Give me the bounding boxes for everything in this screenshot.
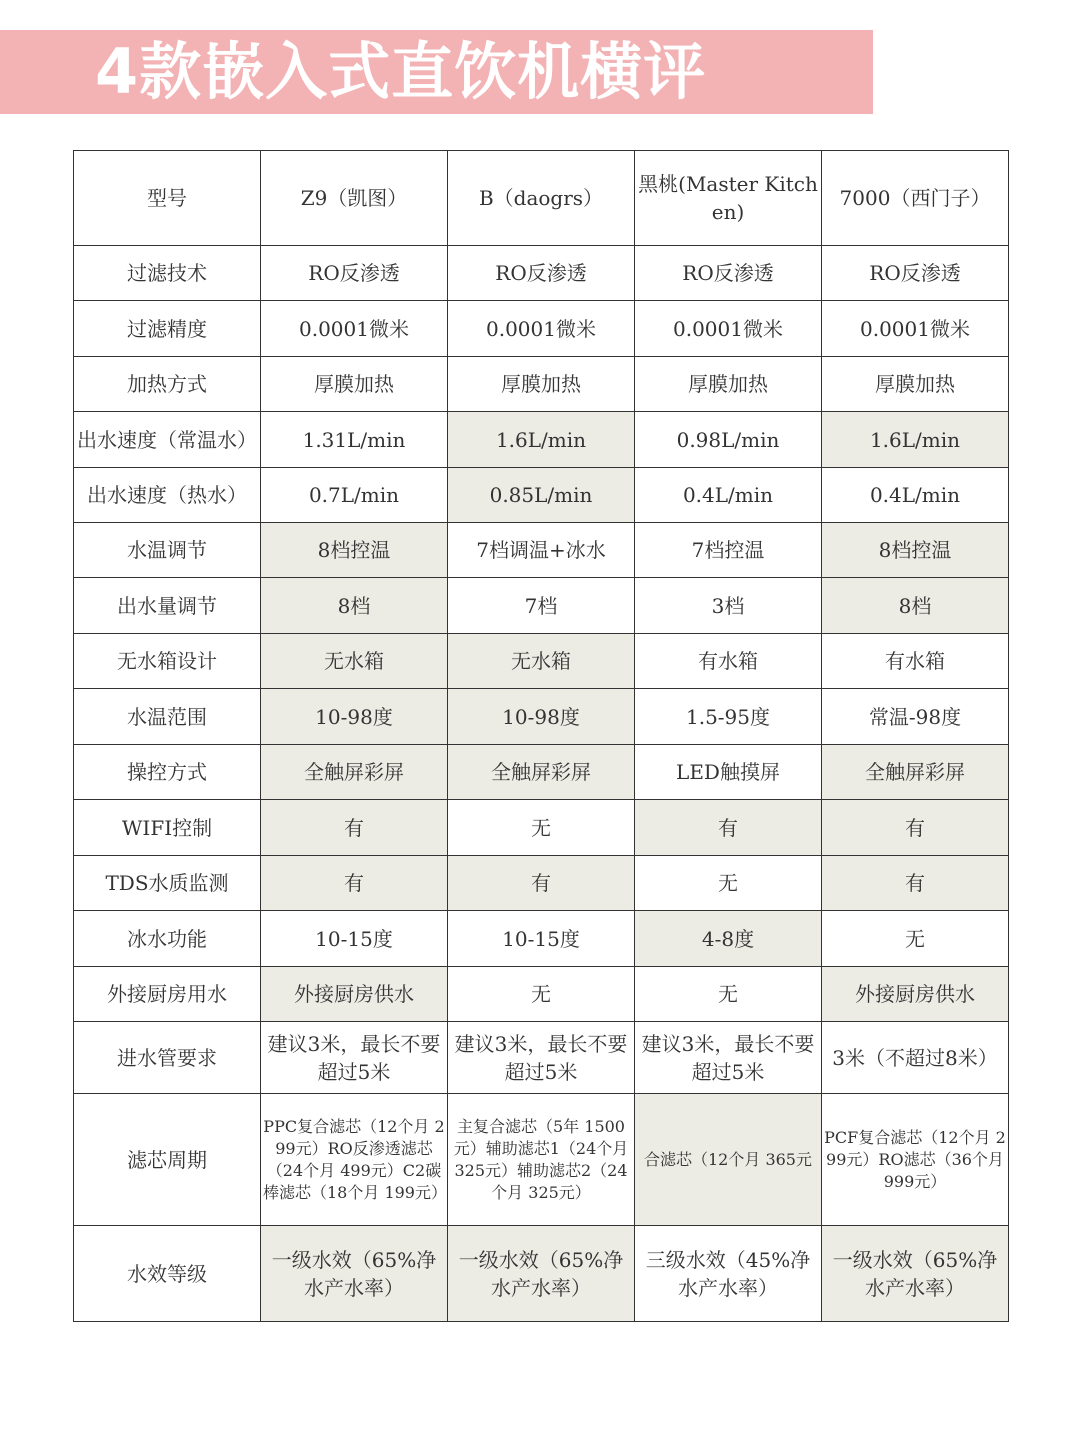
- table-cell: 0.4L/min: [635, 468, 822, 523]
- table-cell-highlighted: 有: [822, 856, 1009, 911]
- row-label: TDS水质监测: [74, 856, 261, 911]
- row-label: 进水管要求: [74, 1022, 261, 1094]
- table-cell-highlighted: 外接厨房供水: [822, 967, 1009, 1022]
- table-cell: 0.4L/min: [822, 468, 1009, 523]
- table-row: [74, 578, 1009, 634]
- table-cell: 有水箱: [822, 634, 1009, 689]
- table-cell: 厚膜加热: [635, 357, 822, 412]
- table-cell: 0.0001微米: [635, 301, 822, 357]
- row-label: WIFI控制: [74, 800, 261, 856]
- table-cell: LED触摸屏: [635, 745, 822, 800]
- row-label: 无水箱设计: [74, 634, 261, 689]
- table-row: [74, 689, 1009, 745]
- row-label: 出水量调节: [74, 578, 261, 634]
- table-cell-highlighted: 4-8度: [635, 911, 822, 967]
- table-row: [74, 1226, 1009, 1322]
- table-cell-highlighted: 有: [635, 800, 822, 856]
- table-cell-highlighted: 合滤芯（12个月 365元: [635, 1094, 822, 1226]
- table-cell: 建议3米，最长不要超过5米: [261, 1022, 448, 1094]
- table-cell-highlighted: 全触屏彩屏: [448, 745, 635, 800]
- table-cell: 0.0001微米: [822, 301, 1009, 357]
- table-cell-highlighted: 外接厨房供水: [261, 967, 448, 1022]
- row-label: 加热方式: [74, 357, 261, 412]
- table-cell-highlighted: 全触屏彩屏: [261, 745, 448, 800]
- table-cell: 有水箱: [635, 634, 822, 689]
- table-cell: RO反渗透: [822, 246, 1009, 301]
- table-cell-highlighted: 无水箱: [448, 634, 635, 689]
- table-cell-highlighted: 一级水效（65%净水产水率）: [822, 1226, 1009, 1322]
- table-cell-highlighted: 有: [261, 856, 448, 911]
- table-cell: 无: [635, 856, 822, 911]
- row-label: 外接厨房用水: [74, 967, 261, 1022]
- table-cell-highlighted: 全触屏彩屏: [822, 745, 1009, 800]
- table-row: [74, 1094, 1009, 1226]
- table-cell: 1.31L/min: [261, 412, 448, 468]
- table-cell-highlighted: 1.6L/min: [448, 412, 635, 468]
- table-cell: PCF复合滤芯（12个月 299元）RO滤芯（36个月 999元）: [822, 1094, 1009, 1226]
- table-cell: 无: [635, 967, 822, 1022]
- table-cell: 厚膜加热: [261, 357, 448, 412]
- table-cell: PPC复合滤芯（12个月 299元）RO反渗透滤芯（24个月 499元）C2碳棒滤芯（18个月 199元）: [261, 1094, 448, 1226]
- table-cell: 无: [448, 800, 635, 856]
- table-cell-highlighted: 有: [822, 800, 1009, 856]
- row-label: 水温范围: [74, 689, 261, 745]
- table-cell: 3档: [635, 578, 822, 634]
- table-cell: 7档: [448, 578, 635, 634]
- header-cell: B（daogrs）: [448, 151, 635, 246]
- table-cell: 7档调温+冰水: [448, 523, 635, 578]
- table-cell: 1.5-95度: [635, 689, 822, 745]
- comparison-table: [73, 150, 1009, 1322]
- table-cell: 三级水效（45%净水产水率）: [635, 1226, 822, 1322]
- row-label: 操控方式: [74, 745, 261, 800]
- table-row: [74, 412, 1009, 468]
- row-label: 水效等级: [74, 1226, 261, 1322]
- row-label: 滤芯周期: [74, 1094, 261, 1226]
- table-cell: RO反渗透: [635, 246, 822, 301]
- table-cell-highlighted: 8档: [822, 578, 1009, 634]
- table-cell: 0.7L/min: [261, 468, 448, 523]
- row-label: 过滤技术: [74, 246, 261, 301]
- table-row: [74, 301, 1009, 357]
- table-header-row: [74, 151, 1009, 246]
- table-cell: 建议3米，最长不要超过5米: [448, 1022, 635, 1094]
- row-label: 过滤精度: [74, 301, 261, 357]
- table-cell: 无: [822, 911, 1009, 967]
- table-cell-highlighted: 10-98度: [448, 689, 635, 745]
- table-cell: 厚膜加热: [448, 357, 635, 412]
- table-cell: 常温-98度: [822, 689, 1009, 745]
- header-cell: Z9（凯图）: [261, 151, 448, 246]
- table-cell-highlighted: 8档控温: [822, 523, 1009, 578]
- row-label: 出水速度（热水）: [74, 468, 261, 523]
- row-label: 水温调节: [74, 523, 261, 578]
- table-row: [74, 246, 1009, 301]
- table-row: [74, 967, 1009, 1022]
- table-row: [74, 911, 1009, 967]
- table-cell: 主复合滤芯（5年 1500元）辅助滤芯1（24个月 325元）辅助滤芯2（24个月 325元）: [448, 1094, 635, 1226]
- table-cell-highlighted: 一级水效（65%净水产水率）: [261, 1226, 448, 1322]
- table-row: [74, 634, 1009, 689]
- table-row: [74, 468, 1009, 523]
- table-row: [74, 357, 1009, 412]
- table-row: [74, 1022, 1009, 1094]
- header-cell: 黑桃(Master Kitchen): [635, 151, 822, 246]
- table-cell: 0.0001微米: [261, 301, 448, 357]
- table-cell-highlighted: 0.85L/min: [448, 468, 635, 523]
- table-cell-highlighted: 无水箱: [261, 634, 448, 689]
- table-cell-highlighted: 8档控温: [261, 523, 448, 578]
- table-row: [74, 523, 1009, 578]
- table-cell-highlighted: 一级水效（65%净水产水率）: [448, 1226, 635, 1322]
- table-cell: 厚膜加热: [822, 357, 1009, 412]
- table-cell: 10-15度: [261, 911, 448, 967]
- table-cell: 3米（不超过8米）: [822, 1022, 1009, 1094]
- table-cell: RO反渗透: [448, 246, 635, 301]
- table-cell-highlighted: 10-98度: [261, 689, 448, 745]
- row-label: 出水速度（常温水）: [74, 412, 261, 468]
- table-cell: 10-15度: [448, 911, 635, 967]
- row-label: 冰水功能: [74, 911, 261, 967]
- table-cell: 0.98L/min: [635, 412, 822, 468]
- table-cell: RO反渗透: [261, 246, 448, 301]
- table-cell: 无: [448, 967, 635, 1022]
- table-cell-highlighted: 8档: [261, 578, 448, 634]
- table-cell-highlighted: 有: [448, 856, 635, 911]
- table-row: [74, 745, 1009, 800]
- table-cell-highlighted: 有: [261, 800, 448, 856]
- page-title: 4款嵌入式直饮机横评: [95, 35, 707, 108]
- table-cell: 0.0001微米: [448, 301, 635, 357]
- header-cell: 型号: [74, 151, 261, 246]
- table-cell-highlighted: 1.6L/min: [822, 412, 1009, 468]
- header-cell: 7000（西门子）: [822, 151, 1009, 246]
- table-row: [74, 800, 1009, 856]
- table-cell: 7档控温: [635, 523, 822, 578]
- table-cell: 建议3米，最长不要超过5米: [635, 1022, 822, 1094]
- table-row: [74, 856, 1009, 911]
